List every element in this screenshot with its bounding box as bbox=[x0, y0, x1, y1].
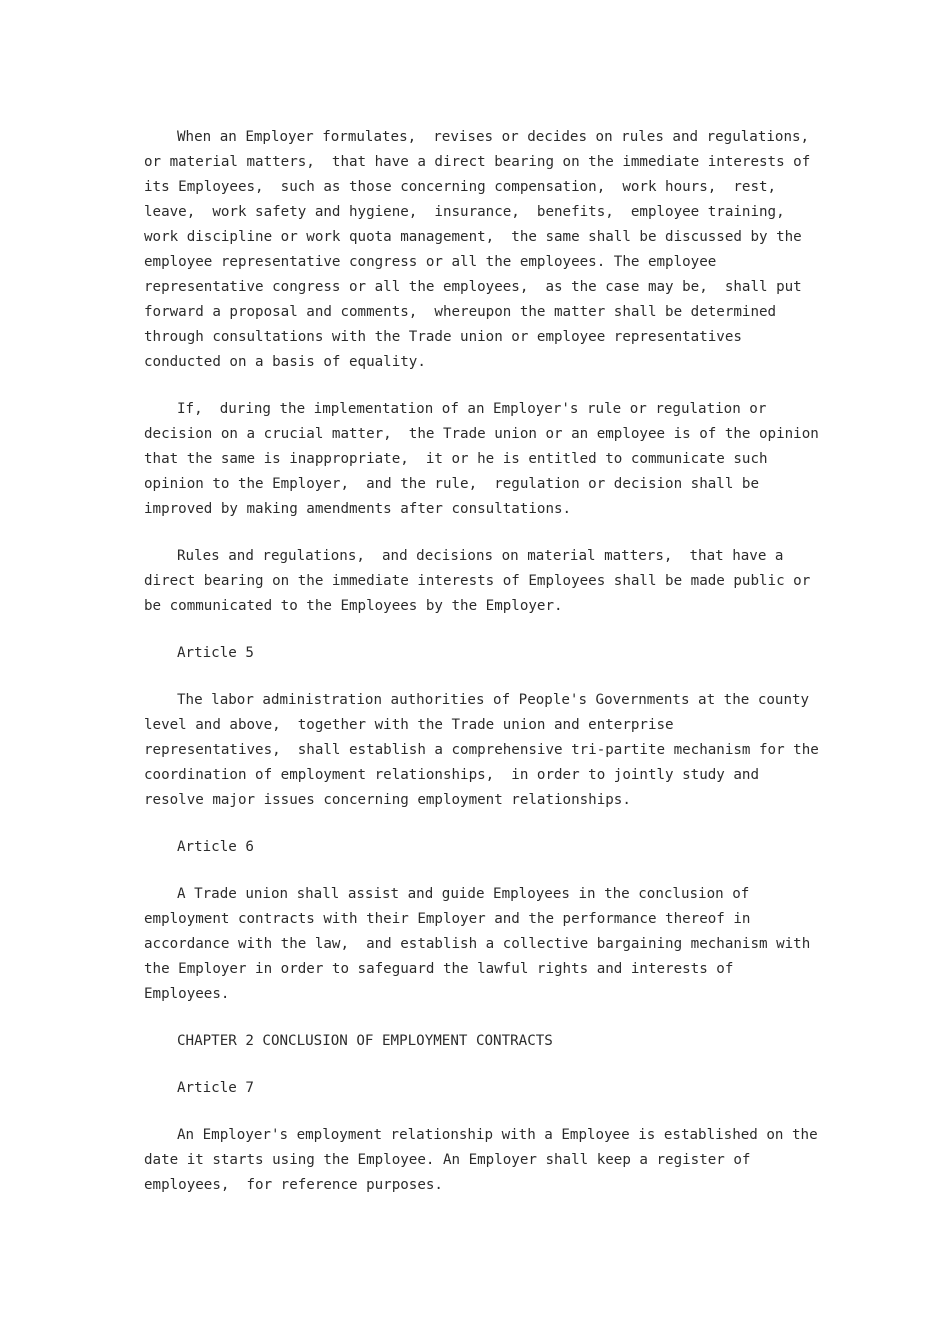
text-line: direct bearing on the immediate interests of Employees shall be made public or bbox=[144, 573, 811, 589]
paragraph-article-6 bbox=[144, 882, 824, 1007]
text-line: its Employees, such as those concerning compensation, work hours, rest, bbox=[144, 179, 777, 195]
text-line: improved by making amendments after consultations. bbox=[144, 501, 572, 517]
heading-text: CHAPTER 2 CONCLUSION OF EMPLOYMENT CONTRACTS bbox=[177, 1033, 553, 1049]
paragraph-article-5 bbox=[144, 688, 824, 813]
text-line: The labor administration authorities of People's Governments at the county bbox=[177, 692, 810, 708]
text-line: date it starts using the Employee. An Employer shall keep a register of bbox=[144, 1152, 751, 1168]
text-line: opinion to the Employer, and the rule, regulation or decision shall be bbox=[144, 476, 759, 492]
text-line: employee representative congress or all the employees. The employee bbox=[144, 254, 717, 270]
heading-text: Article 7 bbox=[177, 1080, 254, 1096]
text-line: accordance with the law, and establish a collective bargaining mechanism with bbox=[144, 936, 811, 952]
text-line: If, during the implementation of an Employer's rule or regulation or bbox=[177, 401, 767, 417]
text-line: be communicated to the Employees by the Employer. bbox=[144, 598, 563, 614]
text-line: employment contracts with their Employer and the performance thereof in bbox=[144, 911, 751, 927]
text-line: level and above, together with the Trade union and enterprise bbox=[144, 717, 674, 733]
text-line: that the same is inappropriate, it or he is entitled to communicate such bbox=[144, 451, 768, 467]
paragraph-publication bbox=[144, 544, 824, 619]
text-line: decision on a crucial matter, the Trade union or an employee is of the opinion bbox=[144, 426, 819, 442]
text-line: coordination of employment relationships, in order to jointly study and bbox=[144, 767, 759, 783]
document-page bbox=[144, 125, 824, 1220]
text-line: or material matters, that have a direct bearing on the immediate interests of bbox=[144, 154, 811, 170]
text-line: representatives, shall establish a comprehensive tri-partite mechanism for the bbox=[144, 742, 819, 758]
chapter-2-heading bbox=[144, 1029, 824, 1054]
text-line: forward a proposal and comments, whereupon the matter shall be determined bbox=[144, 304, 777, 320]
text-line: conducted on a basis of equality. bbox=[144, 354, 426, 370]
text-line: through consultations with the Trade union or employee representatives bbox=[144, 329, 742, 345]
article-6-heading bbox=[144, 835, 824, 860]
paragraph-article-7 bbox=[144, 1123, 824, 1198]
text-line: Rules and regulations, and decisions on material matters, that have a bbox=[177, 548, 784, 564]
article-5-heading bbox=[144, 641, 824, 666]
text-line: employees, for reference purposes. bbox=[144, 1177, 443, 1193]
text-line: A Trade union shall assist and guide Employees in the conclusion of bbox=[177, 886, 750, 902]
heading-text: Article 5 bbox=[177, 645, 254, 661]
text-line: Employees. bbox=[144, 986, 230, 1002]
text-line: representative congress or all the employees, as the case may be, shall put bbox=[144, 279, 802, 295]
text-line: resolve major issues concerning employment relationships. bbox=[144, 792, 631, 808]
heading-text: Article 6 bbox=[177, 839, 254, 855]
paragraph-implementation-opinion bbox=[144, 397, 824, 522]
text-line: leave, work safety and hygiene, insurance, benefits, employee training, bbox=[144, 204, 785, 220]
text-line: When an Employer formulates, revises or decides on rules and regulations, bbox=[177, 129, 810, 145]
text-line: the Employer in order to safeguard the lawful rights and interests of bbox=[144, 961, 734, 977]
text-line: work discipline or work quota management, the same shall be discussed by the bbox=[144, 229, 802, 245]
text-line: An Employer's employment relationship with a Employee is established on the bbox=[177, 1127, 818, 1143]
article-7-heading bbox=[144, 1076, 824, 1101]
paragraph-rules-formulation bbox=[144, 125, 824, 375]
